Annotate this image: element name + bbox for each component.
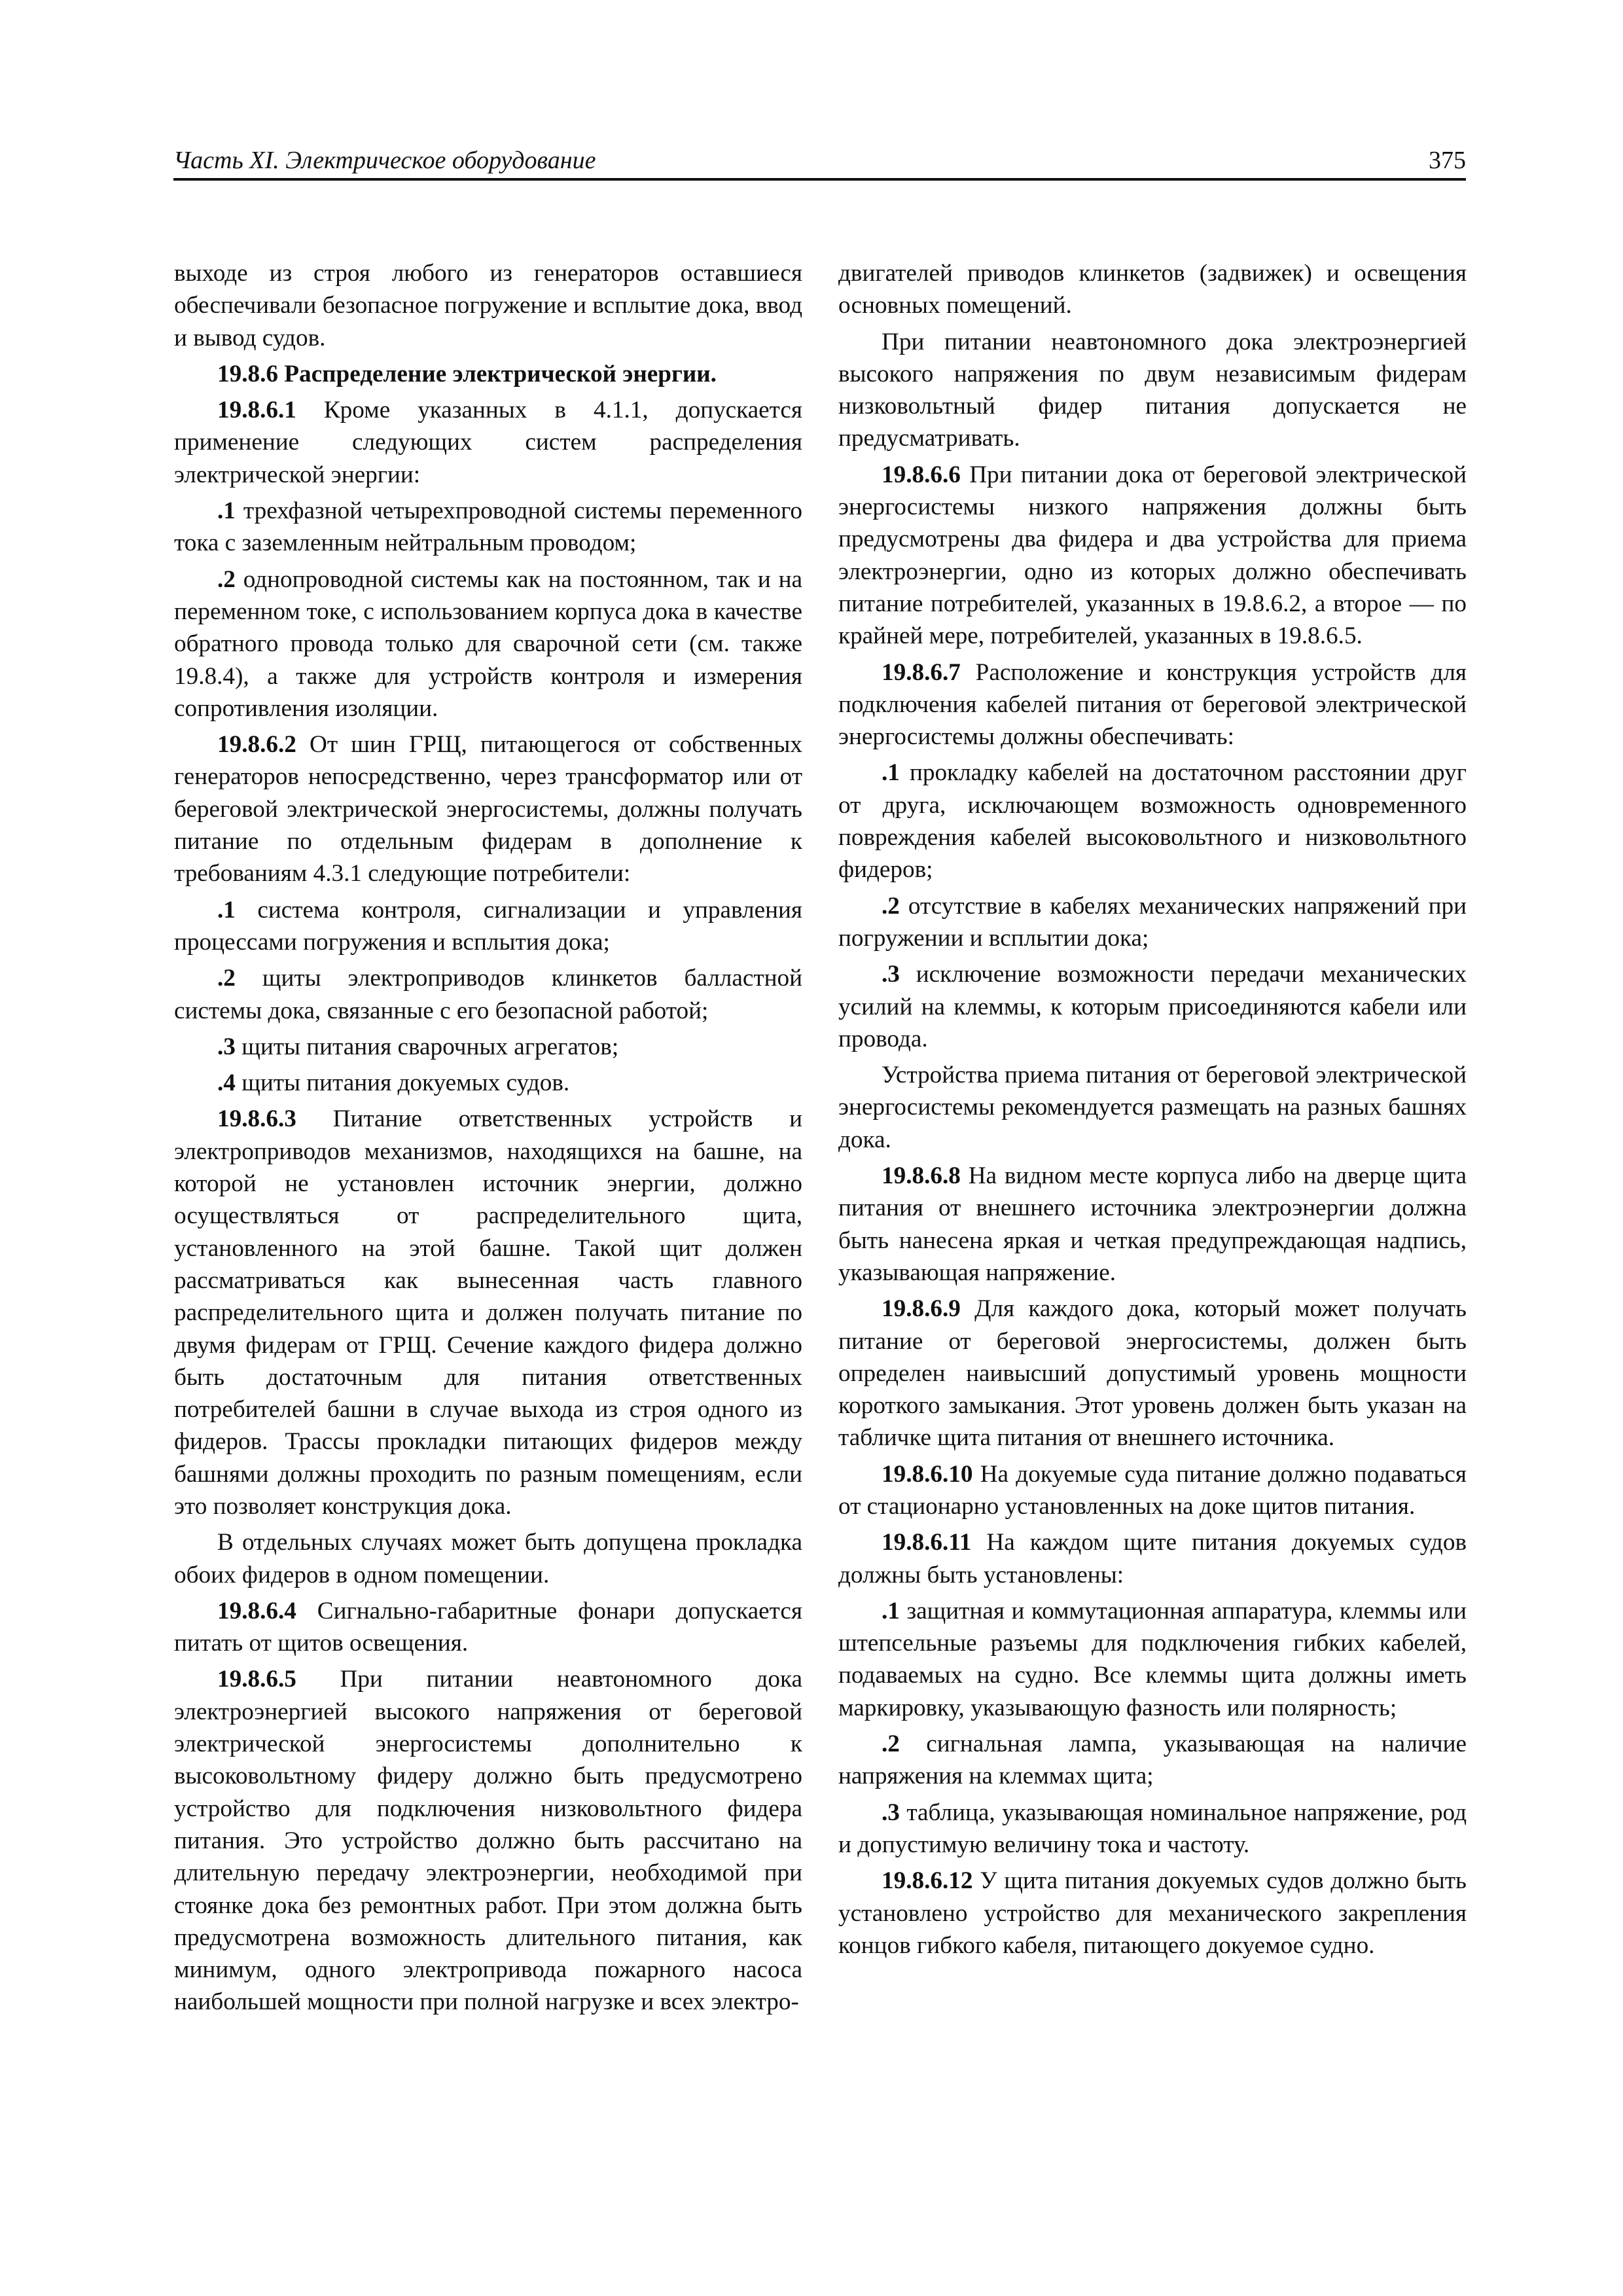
section-heading bbox=[174, 358, 802, 390]
list-item bbox=[174, 564, 802, 725]
section-heading-text: 19.8.6 Распределение электрической энергии. bbox=[217, 360, 717, 387]
item-number: .1 bbox=[882, 1597, 900, 1624]
paragraph-text: На каждом щите питания докуемых судов должны быть установлены: bbox=[838, 1529, 1467, 1588]
paragraph bbox=[174, 728, 802, 889]
right-column bbox=[838, 257, 1467, 1962]
paragraph bbox=[838, 459, 1467, 653]
list-item-text: щиты питания докуемых судов. bbox=[241, 1069, 570, 1097]
list-item bbox=[174, 894, 802, 959]
paragraph-text: На докуемые суда питание должно подаваться от стационарно установленных на доке щитов питания. bbox=[838, 1460, 1467, 1520]
list-item-text: трехфазной четырехпроводной системы переменного тока с заземленным нейтральным проводом; bbox=[174, 497, 802, 557]
item-number: .3 bbox=[882, 961, 900, 988]
paragraph-text: При питании дока от береговой электрической энергосистемы низкого напряжения должны быть предусмотрены два фидера и два устройства для приема электроэнергии, одно из которых должно обеспечивать питание потребителей, указанных в 19.8.6.2, а второе — по крайней мере, потребителей, указанных в 19.8.6.5. bbox=[838, 461, 1467, 650]
list-item-text: исключение возможности передачи механических усилий на клеммы, к которым присоединяются кабели или провода. bbox=[838, 961, 1467, 1052]
clause-number: 19.8.6.6 bbox=[882, 461, 961, 488]
item-number: .2 bbox=[882, 892, 900, 920]
paragraph-text: Сигнально-габаритные фонари допускается питать от щитов освещения. bbox=[174, 1597, 802, 1657]
item-number: .3 bbox=[882, 1799, 900, 1826]
item-number: .4 bbox=[217, 1069, 236, 1097]
paragraph bbox=[174, 257, 802, 354]
item-number: .2 bbox=[217, 965, 236, 992]
list-item-text: однопроводной системы как на постоянном, так и на переменном токе, с использованием корпуса дока в качестве обратного провода только для сварочной сети (см. также 19.8.4), а также для устройств контроля и измерения сопротивления изоляции. bbox=[174, 565, 802, 722]
item-number: .1 bbox=[217, 497, 236, 525]
list-item-text: таблица, указывающая номинальное напряжение, род и допустимую величину тока и частоту. bbox=[838, 1799, 1467, 1858]
paragraph-text: Питание ответственных устройств и электроприводов механизмов, находящихся на башне, на которой не установлен источник энергии, должно осуществляться от распределительного щита, установленного на этой башне. Такой щит должен рассматриваться как вынесенная часть главного распределительного щита и должен получать питание по двумя фидерам от ГРЩ. Сечение каждого фидера должно быть достаточным для питания ответственных потребителей башни в случае выхода из строя одного из фидеров. Трассы прокладки питающих фидеров между башнями должны проходить по разным помещениям, если это позволяет конструкция дока. bbox=[174, 1105, 802, 1520]
paragraph-text: Для каждого дока, который может получать питание от береговой энергосистемы, должен быть определен наивысший допустимый уровень мощности короткого замыкания. Этот уровень должен быть указан на табличке щита питания от внешнего источника. bbox=[838, 1295, 1467, 1452]
paragraph-text: От шин ГРЩ, питающегося от собственных генераторов непосредственно, через трансформатор или от береговой электрической энергосистемы, должны получать питание по отдельным фидерам в дополнение к требованиям 4.3.1 следующие потребители: bbox=[174, 731, 802, 888]
list-item-text: прокладку кабелей на достаточном расстоянии друг от друга, исключающем возможность одновременного повреждения кабелей высоковольтного и низковольтного фидеров; bbox=[838, 759, 1467, 884]
list-item-text: щиты электроприводов клинкетов балластной системы дока, связанные с его безопасной работой; bbox=[174, 965, 803, 1024]
clause-number: 19.8.6.1 bbox=[217, 397, 296, 424]
list-item bbox=[174, 1031, 802, 1063]
list-item bbox=[838, 1797, 1467, 1861]
item-number: .3 bbox=[217, 1033, 236, 1060]
paragraph bbox=[838, 257, 1467, 322]
item-number: .1 bbox=[882, 759, 900, 787]
paragraph bbox=[838, 1458, 1467, 1523]
list-item bbox=[838, 1595, 1467, 1724]
paragraph bbox=[174, 394, 802, 491]
paragraph bbox=[174, 1103, 802, 1522]
paragraph bbox=[838, 1865, 1467, 1962]
item-number: .1 bbox=[217, 896, 236, 924]
paragraph bbox=[838, 1160, 1467, 1289]
list-item-text: защитная и коммутационная аппаратура, клеммы или штепсельные разъемы для подключения гибких кабелей, подаваемых на судно. Все клеммы щита должны иметь маркировку, указывающую фазность или полярность; bbox=[838, 1597, 1467, 1721]
paragraph-text: Кроме указанных в 4.1.1, допускается применение следующих систем распределения электрической энергии: bbox=[174, 397, 803, 488]
list-item-text: система контроля, сигнализации и управления процессами погружения и всплытия дока; bbox=[174, 896, 802, 956]
clause-number: 19.8.6.2 bbox=[217, 731, 296, 759]
paragraph-text: Устройства приема питания от береговой электрической энергосистемы рекомендуется размещать на разных башнях дока. bbox=[838, 1062, 1467, 1153]
clause-number: 19.8.6.9 bbox=[882, 1295, 961, 1323]
paragraph bbox=[838, 1059, 1467, 1156]
clause-number: 19.8.6.5 bbox=[217, 1666, 296, 1693]
list-item bbox=[174, 495, 802, 560]
paragraph bbox=[174, 1595, 802, 1660]
list-item bbox=[174, 1067, 802, 1099]
list-item bbox=[838, 1728, 1467, 1793]
list-item bbox=[838, 757, 1467, 886]
list-item-text: отсутствие в кабелях механических напряжений при погружении и всплытии дока; bbox=[838, 892, 1467, 952]
item-number: .2 bbox=[217, 565, 236, 593]
paragraph bbox=[838, 326, 1467, 455]
paragraph bbox=[838, 656, 1467, 753]
clause-number: 19.8.6.7 bbox=[882, 658, 961, 686]
clause-number: 19.8.6.4 bbox=[217, 1597, 296, 1624]
running-title: Часть XI. Электрическое оборудование bbox=[173, 147, 596, 174]
list-item-text: сигнальная лампа, указывающая на наличие напряжения на клеммах щита; bbox=[838, 1731, 1467, 1790]
clause-number: 19.8.6.3 bbox=[217, 1105, 296, 1133]
paragraph-text: В отдельных случаях может быть допущена прокладка обоих фидеров в одном помещении. bbox=[174, 1529, 802, 1588]
clause-number: 19.8.6.12 bbox=[882, 1867, 973, 1895]
paragraph bbox=[838, 1293, 1467, 1454]
paragraph-text: выходе из строя любого из генераторов оставшиеся обеспечивали безопасное погружение и всплытие дока, ввод и вывод судов. bbox=[174, 260, 802, 351]
paragraph bbox=[174, 1663, 802, 2018]
clause-number: 19.8.6.11 bbox=[882, 1529, 972, 1556]
paragraph-text: У щита питания докуемых судов должно быть установлено устройство для механического закрепления концов гибкого кабеля, питающего докуемое судно. bbox=[838, 1867, 1467, 1959]
page-number: 375 bbox=[1429, 147, 1466, 174]
paragraph-text: При питании неавтономного дока электроэнергией высокого напряжения от береговой электрической энергосистемы дополнительно к высоковольтному фидеру должно быть предусмотрено устройство для подключения низковольтного фидера питания. Это устройство должно быть рассчитано на длительную передачу электроэнергии, необходимой при стоянке дока без ремонтных работ. При этом должна быть предусмотрена возможность длительного питания, как минимум, одного электропривода пожарного насоса наибольшей мощности при полной нагрузке и всех электро- bbox=[174, 1666, 803, 2016]
list-item bbox=[838, 958, 1467, 1055]
page-header bbox=[173, 143, 1466, 181]
paragraph bbox=[174, 1526, 802, 1591]
list-item bbox=[838, 890, 1467, 955]
list-item bbox=[174, 962, 802, 1027]
item-number: .2 bbox=[882, 1731, 900, 1758]
paragraph-text: На видном месте корпуса либо на дверце щита питания от внешнего источника электроэнергии должна быть нанесена яркая и четкая предупреждающая надпись, указывающая напряжение. bbox=[838, 1162, 1467, 1286]
paragraph bbox=[838, 1526, 1467, 1591]
paragraph-text: двигателей приводов клинкетов (задвижек) и освещения основных помещений. bbox=[838, 260, 1467, 319]
list-item-text: щиты питания сварочных агрегатов; bbox=[241, 1033, 619, 1060]
header-rule bbox=[173, 178, 1466, 181]
left-column bbox=[174, 257, 802, 2018]
clause-number: 19.8.6.8 bbox=[882, 1162, 961, 1190]
paragraph-text: Расположение и конструкция устройств для подключения кабелей питания от береговой электрической энергосистемы должны обеспечивать: bbox=[838, 658, 1467, 751]
clause-number: 19.8.6.10 bbox=[882, 1460, 973, 1488]
paragraph-text: При питании неавтономного дока электроэнергией высокого напряжения по двум независимым фидерам низковольтный фидер питания допускается не предусматривать. bbox=[838, 328, 1467, 452]
